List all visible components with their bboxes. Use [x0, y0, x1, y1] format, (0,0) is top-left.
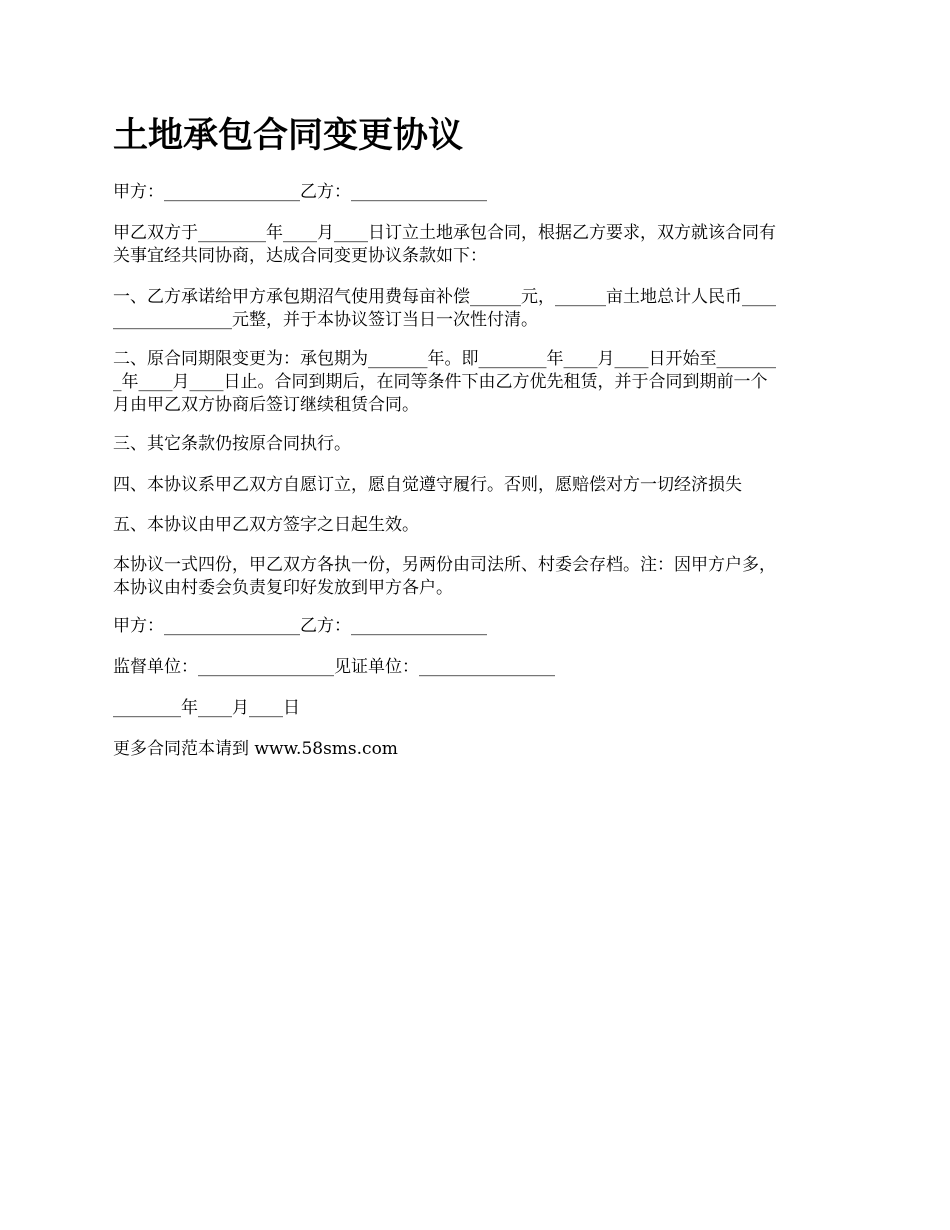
- clause-1-line-2: ______________元整，并于本协议签订当日一次性付清。: [113, 310, 538, 330]
- intro-line-2: 关事宜经共同协商，达成合同变更协议条款如下：: [113, 246, 487, 266]
- copies-line-1: 本协议一式四份，甲乙双方各执一份，另两份由司法所、村委会存档。注：因甲方户多，: [113, 555, 776, 575]
- clause-1-line-1: 一、乙方承诺给甲方承包期沼气使用费每亩补偿______元，______亩土地总计人民币____: [113, 287, 776, 307]
- supervision-line: 监督单位：________________见证单位：________________: [113, 657, 555, 677]
- clause-5-paragraph: 五、本协议由甲乙双方签字之日起生效。: [113, 515, 419, 535]
- clause-4-paragraph: 四、本协议系甲乙双方自愿订立，愿自觉遵守履行。否则，愿赔偿对方一切经济损失: [113, 475, 742, 495]
- copies-line-2: 本协议由村委会负责复印好发放到甲方各户。: [113, 578, 453, 598]
- intro-line-1: 甲乙双方于________年____月____日订立土地承包合同，根据乙方要求，双方就该合同有: [113, 223, 776, 243]
- clause-2-line-3: 月由甲乙双方协商后签订继续租赁合同。: [113, 395, 419, 415]
- footer-link-text: 更多合同范本请到 www.58sms.com: [113, 739, 398, 759]
- clause-2-line-1: 二、原合同期限变更为：承包期为_______年。即________年____月____日开始至_______: [113, 349, 776, 369]
- clause-1-paragraph: [113, 286, 843, 332]
- clause-2-line-2: _年____月____日止。合同到期后，在同等条件下由乙方优先租赁，并于合同到期前一个: [113, 372, 768, 392]
- document-title: 土地承包合同变更协议: [113, 115, 464, 156]
- copies-paragraph: [113, 554, 843, 600]
- intro-paragraph: [113, 222, 843, 268]
- date-line: ________年____月____日: [113, 698, 300, 718]
- clause-2-paragraph: [113, 348, 843, 417]
- clause-3-paragraph: 三、其它条款仍按原合同执行。: [113, 434, 351, 454]
- parties-top-line: 甲方：________________乙方：________________: [113, 182, 487, 202]
- parties-bottom-line: 甲方：________________乙方：________________: [113, 616, 487, 636]
